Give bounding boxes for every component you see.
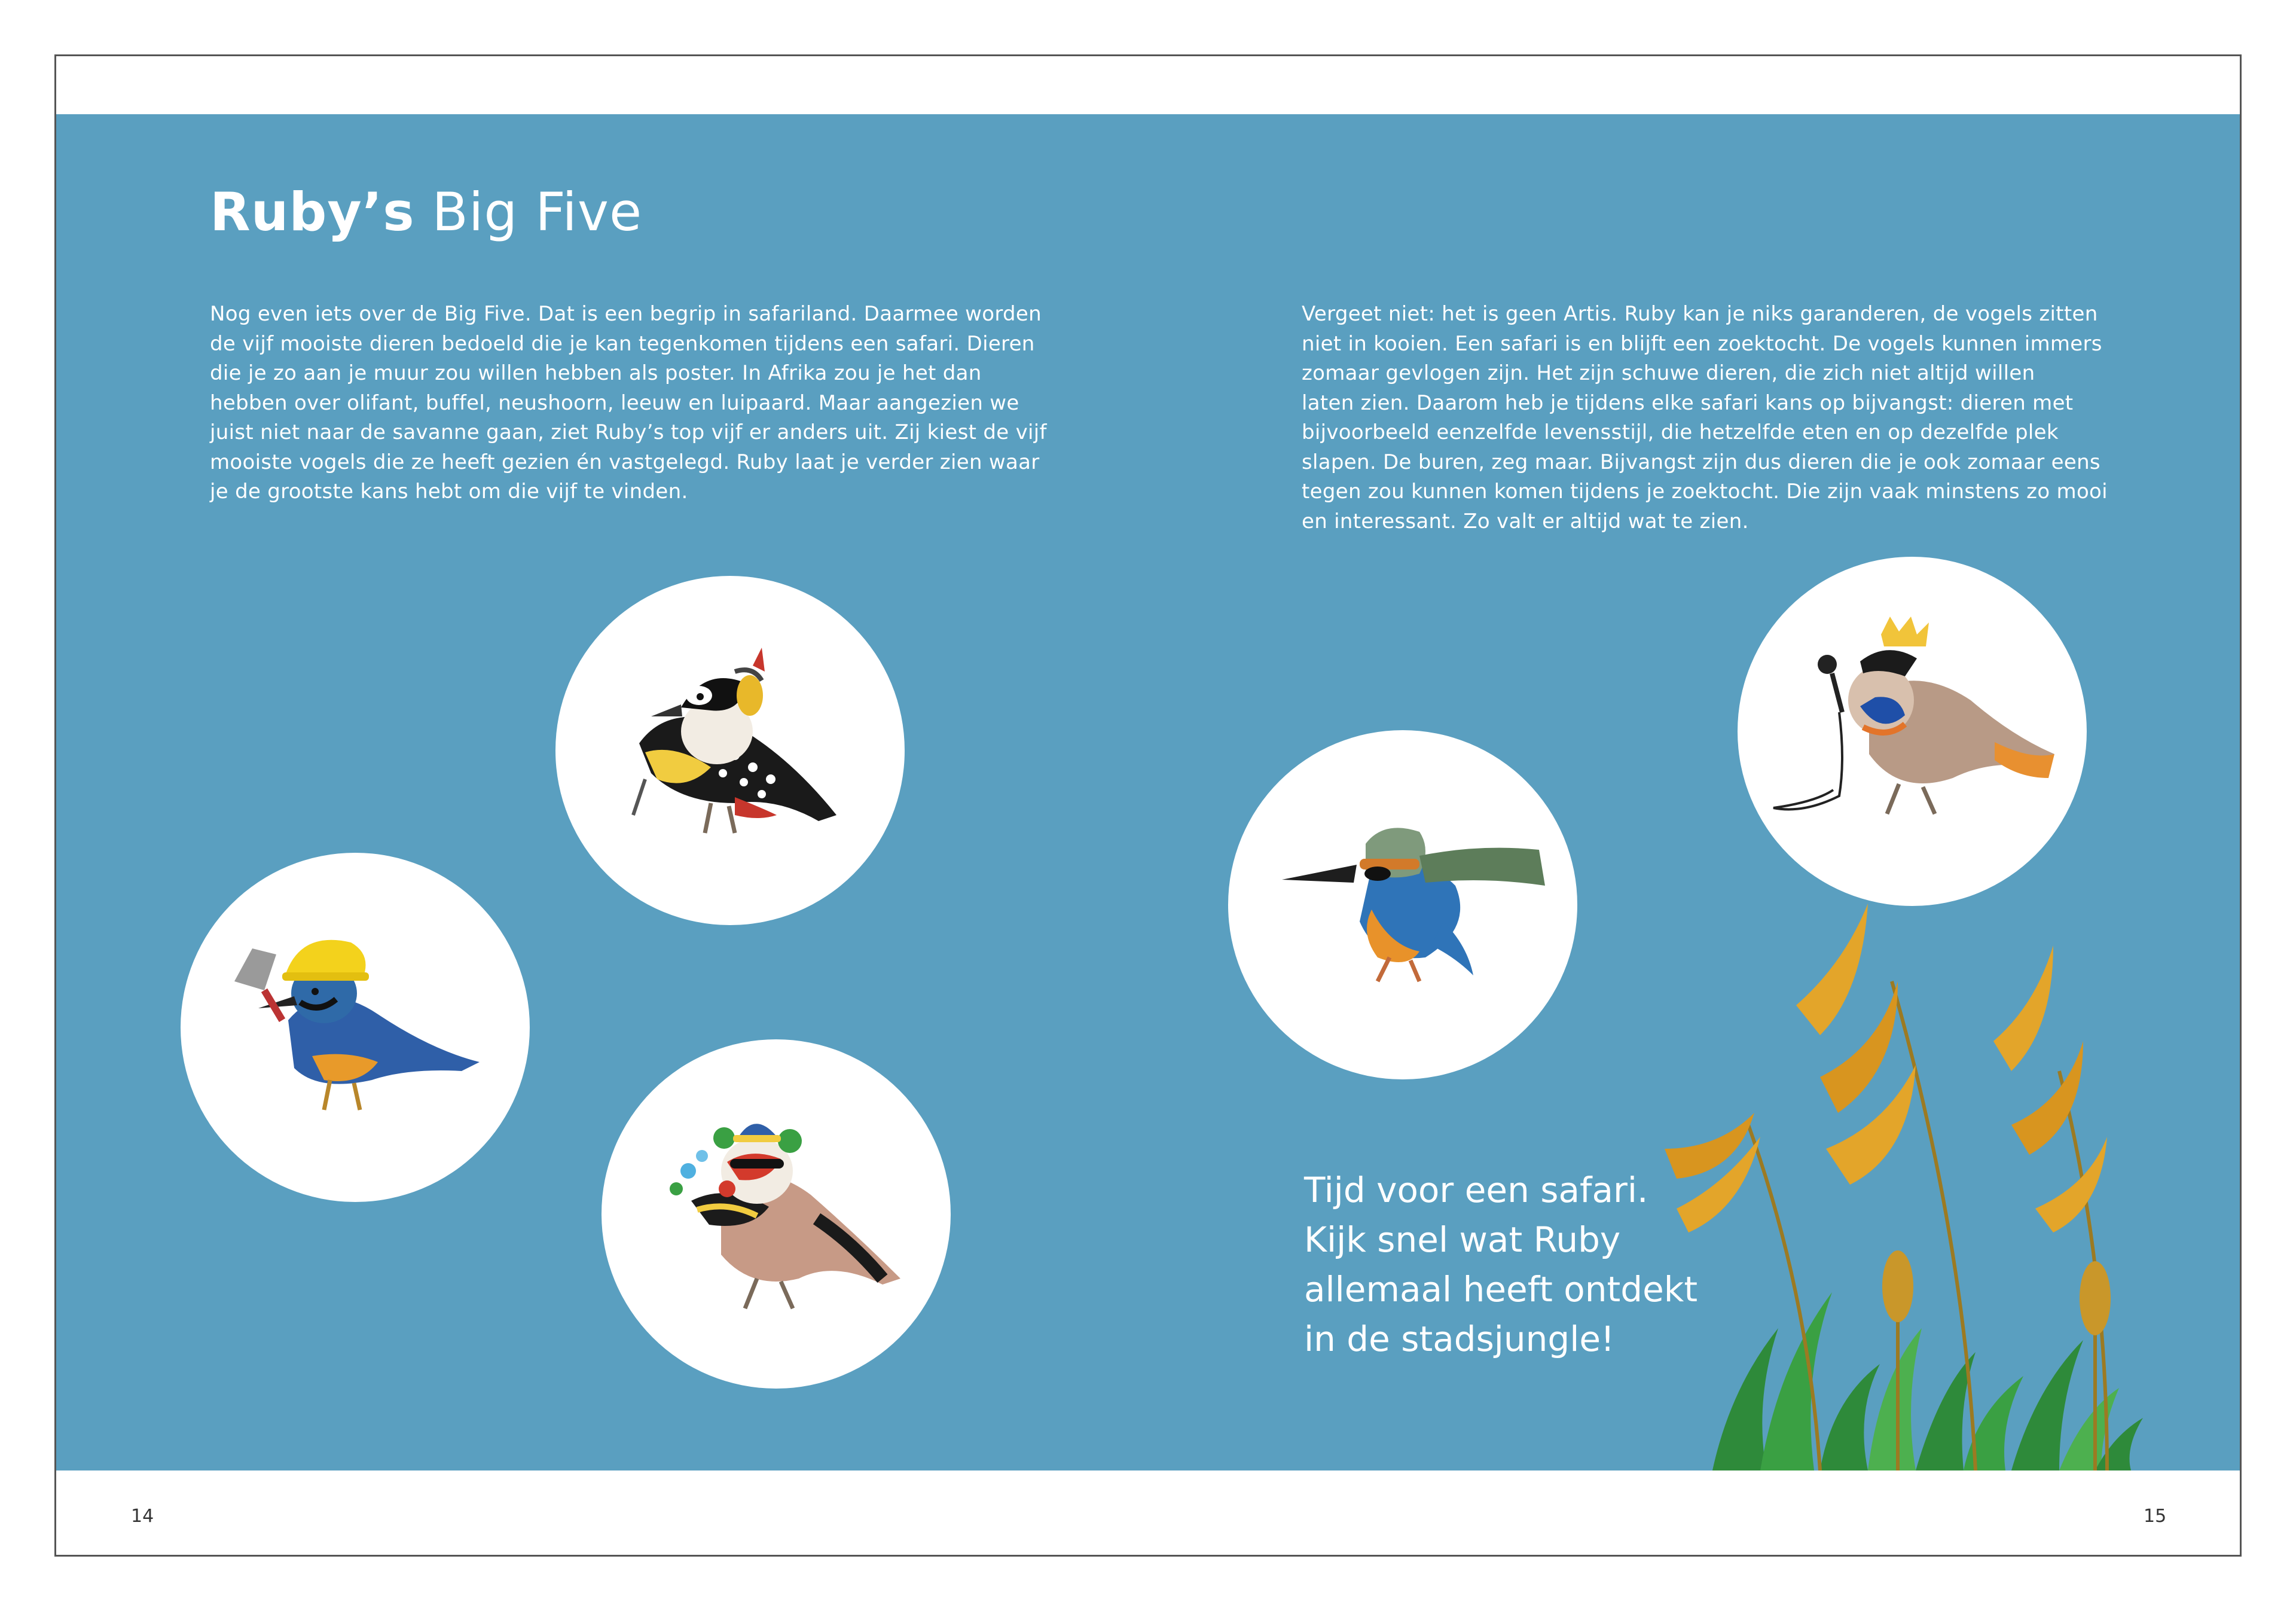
page-title: Ruby’s Big Five: [210, 181, 643, 243]
blue-panel: [56, 114, 2240, 1470]
page-number-right: 15: [2144, 1506, 2167, 1527]
bluethroat-crown-microphone-icon: [1738, 557, 2087, 906]
woodpecker-with-headphones-icon: [555, 576, 905, 925]
page-number-left: 14: [131, 1506, 154, 1527]
safari-callout: Tijd voor een safari. Kijk snel wat Ruby allemaal heeft ontdekt in de stadsjungle!: [1304, 1170, 1698, 1359]
bycatch-paragraph: Vergeet niet: het is geen Artis. Ruby kan je niks garanderen, de vogels zitten niet in kooien. Een safari is en blijft een zoektocht. De vogels kunnen immers zomaar gevlogen zijn. Het zijn schuwe dieren, die zich niet altijd willen laten zien. Daarom heb je tijdens elke safari kans op bijvangst: dieren met bijvoorbeeld eenzelfde levensstijl, die hetzelfde eten en op dezelfde plek slapen. De buren, zeg maar. Bijvangst zijn dus dieren die je ook zomaar eens tegen zou kunnen komen tijdens je zoektocht. Die zijn vaak minstens zo mooi en interessant. Zo valt er altijd wat te zien.: [1302, 302, 2108, 533]
reeds-illustration: [1641, 874, 2240, 1470]
kingfisher-aviator-icon: [1228, 730, 1577, 1079]
goldfinch-clown-icon: [602, 1039, 951, 1389]
kingfisher-hardhat-icon: [181, 853, 530, 1202]
intro-paragraph: Nog even iets over de Big Five. Dat is een begrip in safariland. Daarmee worden de vijf mooiste dieren bedoeld die je kan tegenkomen tijdens een safari. Dieren die je zo aan je muur zou willen hebben als poster. In Afrika zou je het dan hebben over olifant, buffel, neushoorn, leeuw en luipaard. Maar aangezien we juist niet naar de savanne gaan, ziet Ruby’s top vijf er anders uit. Zij kiest de vijf mooiste vogels die ze heeft gezien én vastgelegd. Ruby laat je verder zien waar je de grootste kans hebt om die vijf te vinden.: [210, 302, 1047, 504]
